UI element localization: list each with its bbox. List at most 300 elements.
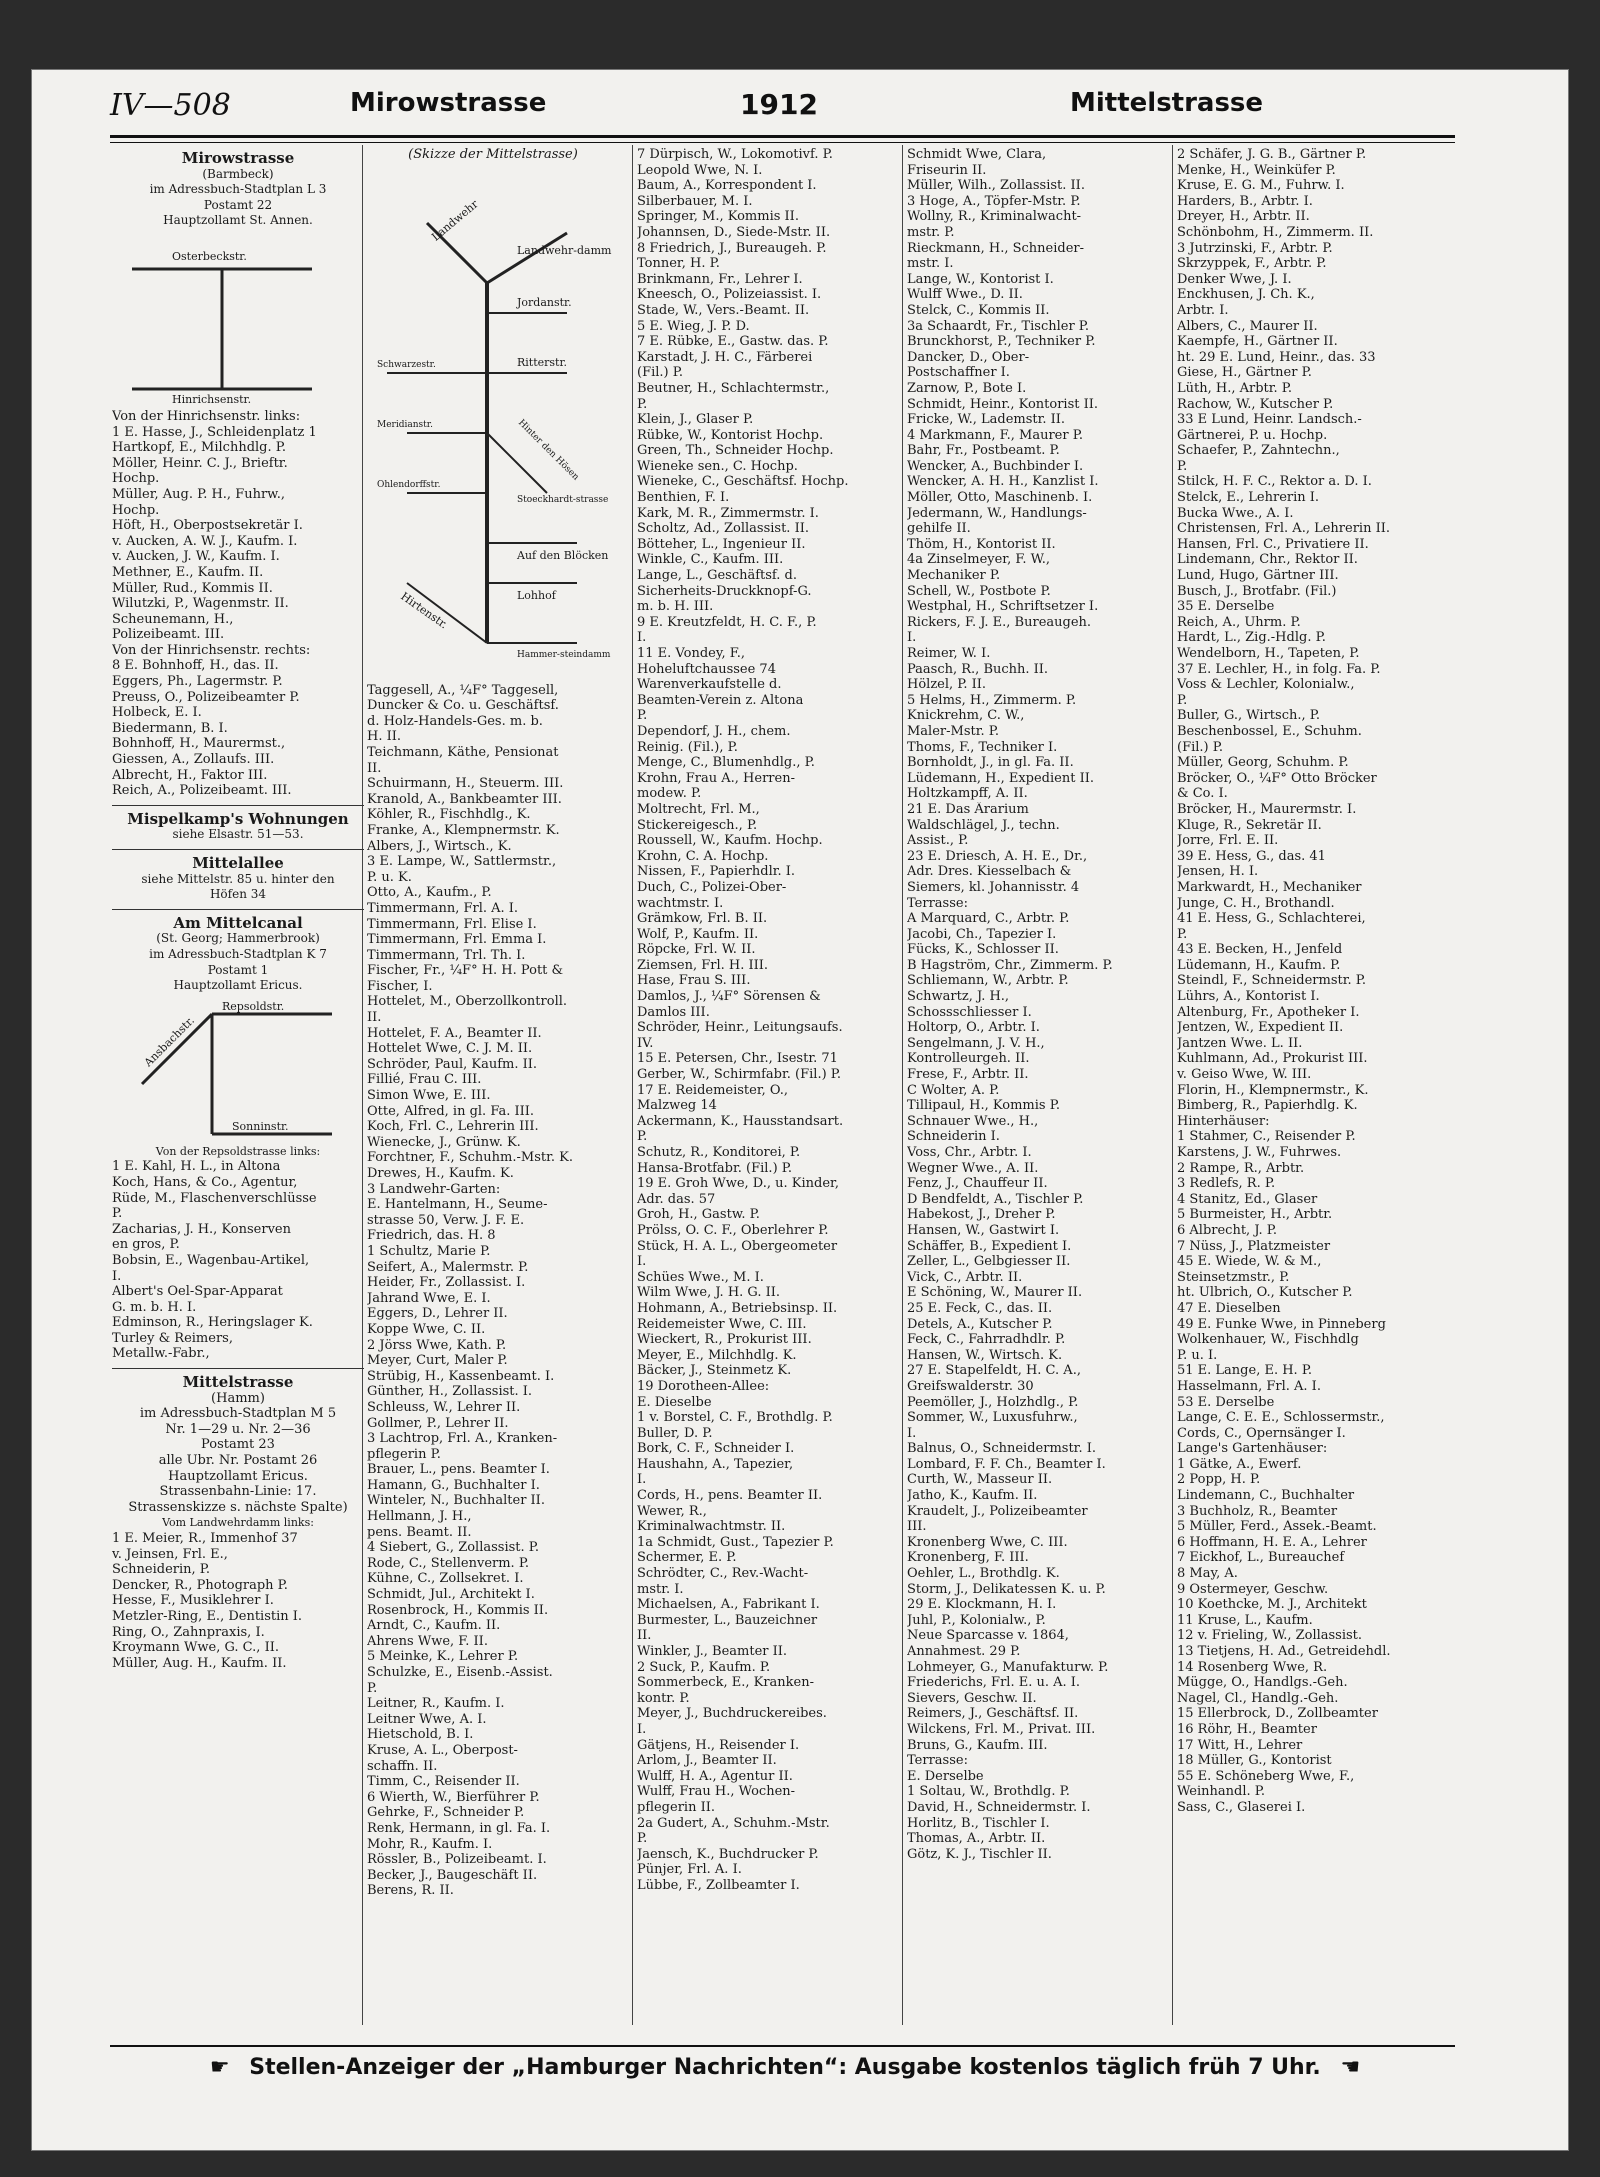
directory-entry: P. bbox=[1177, 926, 1188, 942]
directory-entry: Müller, Aug. P. H., Fuhrw., bbox=[112, 486, 286, 502]
directory-entry: Timmermann, Frl. Elise I. bbox=[367, 916, 537, 932]
directory-entry: Hesse, F., Musiklehrer I. bbox=[112, 1593, 274, 1609]
directory-entry: Eggers, D., Lehrer II. bbox=[367, 1306, 508, 1322]
directory-entry: Oehler, L., Brothdlg. K. bbox=[907, 1566, 1060, 1582]
directory-entry: mstr. P. bbox=[907, 224, 955, 240]
pointing-hand-icon: ☚ bbox=[1340, 2055, 1361, 2080]
directory-entry: 21 E. Das Ärarium bbox=[907, 801, 1029, 817]
directory-entry: Kronenberg Wwe, C. III. bbox=[907, 1534, 1068, 1550]
directory-entry: Hottelet, F. A., Beamter II. bbox=[367, 1025, 542, 1041]
directory-entry: Nissen, F., Papierhdlr. I. bbox=[637, 864, 796, 880]
directory-entry: P. u. K. bbox=[367, 869, 412, 885]
column-4 bbox=[907, 147, 1159, 2027]
directory-entry: 51 E. Lange, E. H. P. bbox=[1177, 1363, 1313, 1379]
directory-entry: mstr. I. bbox=[907, 256, 954, 272]
directory-entry: Gollmer, P., Lehrer II. bbox=[367, 1415, 509, 1431]
directory-entry: Nagel, Cl., Handlg.-Geh. bbox=[1177, 1690, 1339, 1706]
directory-entry: 4 Siebert, G., Zollassist. P. bbox=[367, 1540, 540, 1556]
directory-entry: 53 E. Derselbe bbox=[1177, 1394, 1275, 1410]
directory-entry: (Fil.) P. bbox=[637, 365, 683, 381]
directory-entry: Scheunemann, H., bbox=[112, 611, 234, 627]
directory-entry: Rickers, F. J. E., Bureaugeh. bbox=[907, 614, 1092, 630]
entry-list bbox=[1177, 147, 1457, 1816]
directory-entry: Fücks, K., Schlosser II. bbox=[907, 942, 1059, 958]
directory-entry: 29 E. Klockmann, H. I. bbox=[907, 1597, 1057, 1613]
directory-entry: Wollny, R., Kriminalwacht- bbox=[907, 209, 1082, 225]
directory-entry: Klein, J., Glaser P. bbox=[637, 412, 754, 428]
street-label: Landwehr bbox=[429, 197, 481, 244]
directory-entry: Timmermann, Frl. Emma I. bbox=[367, 932, 547, 948]
street-info: (St. Georg; Hammerbrook) bbox=[156, 931, 320, 946]
directory-entry: Ziemsen, Frl. H. III. bbox=[637, 957, 769, 973]
directory-entry: Jaensch, K., Buchdrucker P. bbox=[637, 1846, 819, 1862]
street-sketch bbox=[367, 163, 619, 683]
directory-entry: Rübke, W., Kontorist Hochp. bbox=[637, 427, 824, 443]
directory-entry: Hölzel, P. II. bbox=[907, 677, 987, 693]
directory-entry: I. bbox=[907, 1425, 917, 1441]
directory-entry: 2 Popp, H. P. bbox=[1177, 1472, 1261, 1488]
directory-entry: Forchtner, F., Schuhm.-Mstr. K. bbox=[367, 1150, 573, 1166]
directory-entry: Giese, H., Gärtner P. bbox=[1177, 365, 1312, 381]
directory-entry: Weinhandl. P. bbox=[1177, 1784, 1266, 1800]
directory-entry: Balnus, O., Schneidermstr. I. bbox=[907, 1441, 1096, 1457]
directory-entry: Neue Sparcasse v. 1864, bbox=[907, 1628, 1069, 1644]
directory-entry: Paasch, R., Buchh. II. bbox=[907, 661, 1049, 677]
directory-entry: Franke, A., Klempnermstr. K. bbox=[367, 822, 560, 838]
directory-entry: 2 Schäfer, J. G. B., Gärtner P. bbox=[1177, 147, 1367, 162]
directory-entry: Lübbe, F., Zollbeamter I. bbox=[637, 1877, 800, 1893]
directory-entry: Thoms, F., Techniker I. bbox=[907, 739, 1058, 755]
street-label: Auf den Blöcken bbox=[517, 548, 609, 562]
directory-entry: 2 Jörss Wwe, Kath. P. bbox=[367, 1337, 507, 1353]
directory-entry: Wolkenhauer, W., Fischhdlg bbox=[1177, 1332, 1359, 1348]
directory-entry: Müller, Rud., Kommis II. bbox=[112, 580, 273, 596]
directory-entry: Tonner, H. P. bbox=[637, 256, 720, 272]
directory-entry: P. bbox=[1177, 692, 1188, 708]
year: 1912 bbox=[740, 88, 818, 121]
directory-entry: Strübig, H., Kassenbeamt. I. bbox=[367, 1368, 555, 1384]
directory-entry: E Schöning, W., Maurer II. bbox=[907, 1285, 1083, 1301]
directory-entry: Dancker, D., Ober- bbox=[907, 349, 1030, 365]
directory-entry: Eggers, Ph., Lagermstr. P. bbox=[112, 674, 283, 690]
directory-entry: Müller, Georg, Schuhm. P. bbox=[1177, 755, 1349, 771]
directory-entry: Altenburg, Fr., Apotheker I. bbox=[1177, 1004, 1360, 1020]
directory-entry: 10 Koethcke, M. J., Architekt bbox=[1177, 1597, 1367, 1613]
directory-entry: Gärtnerei, P. u. Hochp. bbox=[1177, 427, 1328, 443]
directory-entry: Kontrolleurgeh. II. bbox=[907, 1051, 1030, 1067]
directory-entry: Kluge, R., Sekretär II. bbox=[1177, 817, 1322, 833]
directory-entry: Wilutzki, P., Wagenmstr. II. bbox=[112, 596, 289, 612]
directory-entry: Hohmann, A., Betriebsinsp. II. bbox=[637, 1300, 838, 1316]
directory-entry: Kneesch, O., Polizeiassist. I. bbox=[637, 287, 822, 303]
directory-entry: I. bbox=[637, 1254, 647, 1270]
directory-entry: Peemöller, J., Holzhdlg., P. bbox=[907, 1394, 1079, 1410]
directory-entry: Wencker, A., Buchbinder I. bbox=[907, 458, 1084, 474]
directory-entry: 7 E. Rübke, E., Gastw. das. P. bbox=[637, 334, 829, 350]
directory-entry: E. Derselbe bbox=[907, 1768, 984, 1784]
directory-entry: E. Hantelmann, H., Seume- bbox=[367, 1197, 548, 1213]
directory-entry: Springer, M., Kommis II. bbox=[637, 209, 799, 225]
directory-entry: Wienecke, J., Grünw. K. bbox=[367, 1134, 521, 1150]
directory-entry: Holbeck, E. I. bbox=[112, 705, 202, 721]
directory-entry: Lohmeyer, G., Manufakturw. P. bbox=[907, 1659, 1109, 1675]
directory-entry: Gätjens, H., Reisender I. bbox=[637, 1737, 800, 1753]
directory-entry: Schröder, Heinr., Leitungsaufs. bbox=[637, 1020, 843, 1036]
directory-entry: Jacobi, Ch., Tapezier I. bbox=[907, 926, 1057, 942]
directory-entry: Stelck, E., Lehrerin I. bbox=[1177, 490, 1320, 506]
directory-entry: Leopold Wwe, N. I. bbox=[637, 162, 763, 178]
directory-entry: 15 Ellerbrock, D., Zollbeamter bbox=[1177, 1706, 1378, 1722]
directory-entry: Fillié, Frau C. III. bbox=[367, 1072, 482, 1088]
directory-entry: Leitner, R., Kaufm. I. bbox=[367, 1696, 505, 1712]
directory-entry: Schleuss, W., Lehrer II. bbox=[367, 1399, 521, 1415]
directory-entry: im Adressbuch-Stadtplan M 5 bbox=[139, 1406, 337, 1422]
directory-entry: Assist., P. bbox=[907, 833, 969, 849]
directory-entry: Mechaniker P. bbox=[907, 568, 1001, 584]
directory-entry: Harders, B., Arbtr. I. bbox=[1177, 193, 1313, 209]
entry-list bbox=[112, 1531, 364, 1671]
section-rule bbox=[112, 805, 364, 806]
directory-entry: 4 Stanitz, Ed., Glaser bbox=[1177, 1191, 1318, 1207]
directory-entry: Giessen, A., Zollaufs. III. bbox=[112, 752, 275, 768]
directory-entry: Menge, C., Blumenhdlg., P. bbox=[637, 755, 815, 771]
directory-entry: pflegerin P. bbox=[367, 1446, 441, 1462]
directory-entry: Wendelborn, H., Tapeten, P. bbox=[1177, 646, 1360, 661]
directory-entry: Frese, F., Arbtr. II. bbox=[907, 1067, 1029, 1083]
directory-entry: Schmidt Wwe, Clara, bbox=[907, 147, 1047, 162]
directory-entry: 33 E Lund, Heinr. Landsch.- bbox=[1177, 412, 1362, 428]
directory-entry: Stück, H. A. L., Obergeometer bbox=[637, 1238, 838, 1254]
directory-entry: Friseurin II. bbox=[907, 162, 987, 178]
directory-entry: en gros, P. bbox=[112, 1237, 180, 1253]
directory-entry: 45 E. Wiede, W. & M., bbox=[1177, 1254, 1322, 1270]
directory-entry: Beschenbossel, E., Schuhm. bbox=[1177, 723, 1362, 739]
directory-entry: Seifert, A., Malermstr. P. bbox=[367, 1259, 529, 1275]
directory-entry: Lindemann, Chr., Rektor II. bbox=[1177, 552, 1358, 568]
directory-entry: pflegerin II. bbox=[637, 1799, 715, 1815]
street-label: Hammer-steindamm bbox=[517, 649, 611, 660]
directory-entry: Schäffer, B., Expedient I. bbox=[907, 1238, 1072, 1254]
street-label: Repsoldstr. bbox=[222, 999, 285, 1013]
directory-entry: 19 E. Groh Wwe, D., u. Kinder, bbox=[637, 1176, 839, 1192]
directory-entry: Edminson, R., Heringslager K. bbox=[112, 1315, 313, 1331]
directory-entry: v. Geiso Wwe, W. III. bbox=[1177, 1067, 1312, 1083]
directory-entry: Rosenbrock, H., Kommis II. bbox=[367, 1602, 549, 1618]
directory-entry: Gehrke, F., Schneider P. bbox=[367, 1805, 525, 1821]
directory-entry: Schermer, E. P. bbox=[637, 1550, 737, 1566]
directory-entry: Kroymann Wwe, G. C., II. bbox=[112, 1640, 279, 1656]
directory-entry: Drewes, H., Kaufm. K. bbox=[367, 1166, 514, 1181]
directory-entry: Fischer, I. bbox=[367, 978, 433, 994]
footer-rule bbox=[110, 2045, 1455, 2047]
directory-entry: 3 Landwehr-Garten: bbox=[367, 1181, 501, 1197]
directory-entry: IV. bbox=[637, 1035, 654, 1051]
header-rule bbox=[110, 135, 1455, 138]
directory-entry: Maler-Mstr. P. bbox=[907, 723, 1000, 739]
directory-entry: Holtzkampff, A. II. bbox=[907, 786, 1028, 802]
directory-entry: 1 E. Hasse, J., Schleidenplatz 1 bbox=[112, 424, 317, 440]
directory-entry: Fenz, J., Chauffeur II. bbox=[907, 1176, 1048, 1192]
directory-entry: Müller, Aug. H., Kaufm. II. bbox=[112, 1655, 287, 1671]
section-rule bbox=[112, 849, 364, 850]
directory-entry: 5 Burmeister, H., Arbtr. bbox=[1177, 1207, 1333, 1223]
directory-entry: Pünjer, Frl. A. I. bbox=[637, 1862, 742, 1878]
directory-entry: Schutz, R., Konditorei, P. bbox=[637, 1145, 801, 1160]
directory-entry: Schneiderin, P. bbox=[112, 1562, 211, 1578]
directory-entry: pens. Beamt. II. bbox=[367, 1524, 472, 1540]
directory-entry: Hochp. bbox=[112, 471, 160, 487]
directory-entry: Greifswalderstr. 30 bbox=[907, 1378, 1034, 1394]
street-info: Postamt 22 bbox=[203, 197, 273, 212]
directory-entry: 18 Müller, G., Kontorist bbox=[1177, 1753, 1332, 1769]
directory-entry: Müller, Wilh., Zollassist. II. bbox=[907, 178, 1085, 194]
page-header bbox=[110, 88, 1460, 128]
directory-entry: v. Aucken, J. W., Kaufm. I. bbox=[112, 549, 280, 565]
directory-entry: Kark, M. R., Zimmermstr. I. bbox=[637, 505, 819, 521]
directory-entry: Hinterhäuser: bbox=[1177, 1113, 1270, 1129]
directory-entry: Wieneke, C., Geschäftsf. Hochp. bbox=[637, 474, 849, 490]
directory-entry: Roussell, W., Kaufm. Hochp. bbox=[637, 833, 823, 849]
column-1 bbox=[112, 147, 364, 2027]
directory-entry: 2 Rampe, R., Arbtr. bbox=[1177, 1160, 1305, 1176]
directory-entry: alle Übr. Nr. Postamt 26 bbox=[158, 1453, 318, 1469]
directory-entry: Grämkow, Frl. B. II. bbox=[637, 911, 768, 927]
directory-entry: Möller, Heinr. C. J., Brieftr. bbox=[112, 455, 288, 471]
directory-entry: Reidemeister Wwe, C. III. bbox=[637, 1316, 807, 1332]
directory-entry: Biedermann, B. I. bbox=[112, 720, 228, 736]
directory-entry: E. Dieselbe bbox=[637, 1394, 712, 1410]
directory-entry: C Wolter, A. P. bbox=[907, 1082, 1000, 1098]
directory-entry: 1 Soltau, W., Brothdlg. P. bbox=[907, 1784, 1070, 1800]
directory-entry: Timm, C., Reisender II. bbox=[367, 1774, 520, 1790]
directory-entry: Lange's Gartenhäuser: bbox=[1177, 1441, 1328, 1457]
street-label: Hirtenstr. bbox=[398, 589, 451, 631]
directory-entry: Zacharias, J. H., Konserven bbox=[112, 1221, 291, 1237]
directory-entry: Rieckmann, H., Schneider- bbox=[907, 240, 1085, 256]
directory-entry: Juhl, P., Kolonialw., P. bbox=[907, 1612, 1046, 1628]
directory-entry: Habekost, J., Dreher P. bbox=[907, 1207, 1056, 1223]
directory-entry: 5 E. Wieg, J. P. D. bbox=[637, 318, 750, 334]
directory-entry: Taggesell, A., ¼F° Taggesell, bbox=[367, 682, 559, 698]
directory-entry: Green, Th., Schneider Hochp. bbox=[637, 443, 834, 459]
street-title: Mispelkamp's Wohnungen bbox=[127, 809, 349, 828]
directory-entry: Terrasse: bbox=[907, 1753, 968, 1769]
directory-entry: 6 Wierth, W., Bierführer P. bbox=[367, 1789, 540, 1805]
directory-entry: Rüde, M., Flaschenverschlüsse bbox=[112, 1190, 317, 1206]
directory-entry: Benthien, F. I. bbox=[637, 490, 730, 506]
directory-entry: Terrasse: bbox=[907, 895, 968, 911]
directory-entry: Lüdemann, H., Kaufm. P. bbox=[1177, 957, 1341, 973]
section-heading: Von der Hinrichsenstr. rechts: bbox=[112, 642, 311, 658]
directory-entry: Florin, H., Klempnermstr., K. bbox=[1177, 1082, 1369, 1098]
directory-entry: 3a Schaardt, Fr., Tischler P. bbox=[907, 318, 1090, 334]
street-label: Meridianstr. bbox=[377, 419, 433, 430]
directory-entry: Steinsetzmstr., P. bbox=[1177, 1269, 1290, 1285]
directory-entry: Arndt, C., Kaufm. II. bbox=[367, 1618, 501, 1634]
directory-entry: Möller, Otto, Maschinenb. I. bbox=[907, 490, 1093, 506]
directory-entry: 1 Stahmer, C., Reisender P. bbox=[1177, 1129, 1356, 1145]
street-label: Jordanstr. bbox=[517, 295, 572, 309]
directory-entry: Schuirmann, H., Steuerm. III. bbox=[367, 776, 564, 792]
directory-entry: Burmester, L., Bauzeichner bbox=[637, 1612, 818, 1628]
directory-entry: d. Holz-Handels-Ges. m. b. bbox=[367, 713, 543, 729]
directory-entry: Markwardt, H., Mechaniker bbox=[1177, 879, 1362, 895]
directory-entry: Reich, A., Uhrm. P. bbox=[1177, 614, 1301, 630]
street-info: im Adressbuch-Stadtplan L 3 bbox=[149, 182, 327, 197]
directory-entry: Kruse, A. L., Oberpost- bbox=[367, 1742, 518, 1758]
directory-entry: Brunckhorst, P., Techniker P. bbox=[907, 334, 1096, 350]
directory-entry: Horlitz, B., Tischler I. bbox=[907, 1815, 1050, 1831]
street-info-list bbox=[112, 1391, 364, 1516]
directory-entry: Jatho, K., Kaufm. II. bbox=[907, 1488, 1038, 1504]
street-info: siehe Elsastr. 51—53. bbox=[172, 827, 304, 842]
directory-entry: Jorre, Frl. E. II. bbox=[1177, 833, 1279, 849]
directory-entry: Rachow, W., Kutscher P. bbox=[1177, 396, 1334, 412]
directory-entry: Leitner Wwe, A. I. bbox=[367, 1711, 487, 1727]
directory-entry: 7 Dürpisch, W., Lokomotivf. P. bbox=[637, 147, 833, 162]
directory-entry: Schönbohm, H., Zimmerm. II. bbox=[1177, 224, 1374, 240]
column-divider bbox=[632, 145, 633, 2025]
directory-entry: Haushahn, A., Tapezier, bbox=[637, 1456, 794, 1472]
directory-entry: D Bendfeldt, A., Tischler P. bbox=[907, 1191, 1084, 1207]
directory-entry: Bobsin, E., Wagenbau-Artikel, bbox=[112, 1252, 310, 1268]
street-title: Mittelstrasse bbox=[182, 1373, 294, 1392]
directory-entry: 3 Redlefs, R. P. bbox=[1177, 1176, 1276, 1192]
directory-entry: Bröcker, H., Maurermstr. I. bbox=[1177, 801, 1357, 817]
directory-entry: Adr. Dres. Kiesselbach & bbox=[907, 864, 1072, 880]
directory-entry: Schnauer Wwe., H., bbox=[907, 1113, 1039, 1129]
directory-entry: Schossschliesser I. bbox=[907, 1004, 1032, 1020]
sketch-title: (Skizze der Mittelstrasse) bbox=[408, 147, 578, 162]
directory-entry: Thöm, H., Kontorist II. bbox=[907, 536, 1056, 552]
directory-entry: 12 v. Frieling, W., Zollassist. bbox=[1177, 1628, 1363, 1644]
directory-entry: Timmermann, Trl. Th. I. bbox=[367, 947, 526, 963]
directory-entry: 1 E. Meier, R., Immenhof 37 bbox=[112, 1531, 298, 1546]
street-info: Höfen 34 bbox=[209, 887, 267, 902]
directory-entry: Otto, A., Kaufm., P. bbox=[367, 885, 492, 901]
directory-entry: Hietschold, B. I. bbox=[367, 1727, 474, 1743]
directory-entry: Wolf, P., Kaufm. II. bbox=[637, 926, 759, 942]
street-label: Landwehr-damm bbox=[517, 243, 612, 257]
street-label: Sonninstr. bbox=[232, 1119, 289, 1133]
directory-entry: Timmermann, Frl. A. I. bbox=[367, 900, 519, 916]
directory-entry: Wulff, Frau H., Wochen- bbox=[637, 1784, 796, 1800]
footer-text: Stellen-Anzeiger der „Hamburger Nachrichten“: Ausgabe kostenlos täglich früh 7 Uhr. bbox=[249, 2055, 1321, 2080]
directory-entry: II. bbox=[637, 1628, 652, 1644]
directory-entry: Stickereigesch., P. bbox=[637, 817, 758, 833]
directory-entry: Friederichs, Frl. E. u. A. I. bbox=[907, 1675, 1081, 1691]
directory-entry: Kaempfe, H., Gärtner II. bbox=[1177, 334, 1338, 350]
directory-entry: 23 E. Driesch, A. H. E., Dr., bbox=[907, 848, 1088, 864]
directory-entry: Feck, C., Fahrradhdlr. P. bbox=[907, 1332, 1066, 1348]
directory-entry: Preuss, O., Polizeibeamter P. bbox=[112, 689, 300, 705]
directory-entry: Curth, W., Masseur II. bbox=[907, 1472, 1053, 1488]
directory-entry: 41 E. Hess, G., Schlachterei, bbox=[1177, 911, 1366, 927]
directory-entry: Bornholdt, J., in gl. Fa. II. bbox=[907, 755, 1074, 771]
directory-entry: 9 E. Kreutzfeldt, H. C. F., P. bbox=[637, 614, 817, 630]
directory-entry: H. II. bbox=[367, 729, 402, 745]
directory-entry: Röpcke, Frl. W. II. bbox=[637, 942, 756, 958]
directory-entry: Beamten-Verein z. Altona bbox=[637, 692, 804, 708]
directory-entry: Winteler, N., Buchhalter II. bbox=[367, 1493, 545, 1509]
directory-entry: Wieneke sen., C. Hochp. bbox=[637, 458, 798, 474]
directory-entry: Ahrens Wwe, F. II. bbox=[367, 1633, 488, 1649]
directory-entry: Junge, C. H., Brothandl. bbox=[1177, 895, 1335, 911]
directory-entry: Schwartz, J. H., bbox=[907, 989, 1010, 1005]
section-heading: Von der Hinrichsenstr. links: bbox=[112, 408, 301, 424]
directory-entry: Beutner, H., Schlachtermstr., bbox=[637, 380, 830, 396]
directory-entry: Hase, Frau S. III. bbox=[637, 973, 751, 989]
directory-entry: Wegner Wwe., A. II. bbox=[907, 1160, 1039, 1176]
directory-entry: Bötteher, L., Ingenieur II. bbox=[637, 536, 806, 552]
directory-entry: Lange, W., Kontorist I. bbox=[907, 271, 1054, 287]
street-info: (Barmbeck) bbox=[202, 166, 274, 181]
directory-entry: Heider, Fr., Zollassist. I. bbox=[367, 1275, 526, 1291]
directory-entry: Nr. 1—29 u. Nr. 2—36 bbox=[165, 1421, 311, 1437]
directory-entry: Götz, K. J., Tischler II. bbox=[907, 1846, 1052, 1862]
directory-entry: P. bbox=[637, 708, 648, 724]
directory-entry: Metallw.-Fabr., bbox=[112, 1346, 210, 1362]
directory-entry: Cords, H., pens. Beamter II. bbox=[637, 1488, 823, 1504]
pointing-hand-icon: ☛ bbox=[209, 2055, 230, 2080]
directory-entry: Wulff, H. A., Agentur II. bbox=[637, 1768, 793, 1784]
directory-entry: David, H., Schneidermstr. I. bbox=[907, 1799, 1091, 1815]
directory-entry: Stilck, H. F. C., Rektor a. D. I. bbox=[1177, 474, 1372, 490]
directory-entry: Prölss, O. C. F., Oberlehrer P. bbox=[637, 1222, 829, 1238]
street-label: Hinrichsenstr. bbox=[172, 392, 252, 406]
directory-entry: Baum, A., Korrespondent I. bbox=[637, 178, 817, 194]
directory-entry: Hochp. bbox=[112, 502, 160, 518]
street-info: Hauptzollamt Ericus. bbox=[173, 978, 303, 993]
directory-entry: Methner, E., Kaufm. II. bbox=[112, 564, 264, 580]
directory-entry: Annahmest. 29 P. bbox=[907, 1644, 1021, 1659]
directory-entry: Rode, C., Stellenverm. P. bbox=[367, 1555, 530, 1571]
column-divider bbox=[902, 145, 903, 2025]
directory-entry: Brauer, L., pens. Beamter I. bbox=[367, 1462, 550, 1478]
directory-entry: Wilckens, Frl. M., Privat. III. bbox=[907, 1721, 1096, 1737]
directory-entry: Menke, H., Weinküfer P. bbox=[1177, 162, 1336, 178]
column-5 bbox=[1177, 147, 1457, 2027]
directory-entry: Albers, C., Maurer II. bbox=[1177, 318, 1318, 334]
directory-entry: 35 E. Derselbe bbox=[1177, 599, 1275, 615]
directory-entry: Moltrecht, Frl. M., bbox=[637, 801, 760, 817]
directory-entry: gehilfe II. bbox=[907, 521, 971, 537]
directory-entry: Strassenbahn-Linie: 17. bbox=[159, 1484, 317, 1500]
directory-entry: & Co. I. bbox=[1177, 786, 1228, 802]
directory-entry: Lange, L., Geschäftsf. d. bbox=[637, 568, 797, 584]
header-rule-thin bbox=[110, 142, 1455, 143]
entry-list bbox=[112, 658, 364, 798]
directory-entry: kontr. P. bbox=[637, 1690, 690, 1706]
directory-entry: Albert's Oel-Spar-Apparat bbox=[112, 1284, 283, 1300]
column-2 bbox=[367, 147, 619, 2027]
directory-entry: Schaefer, P., Zahntechn., bbox=[1177, 443, 1340, 459]
directory-entry: 17 E. Reidemeister, O., bbox=[637, 1082, 789, 1098]
directory-entry: (Hamm) bbox=[211, 1390, 265, 1406]
directory-entry: P. bbox=[1177, 458, 1188, 474]
directory-entry: Wieckert, R., Prokurist III. bbox=[637, 1332, 812, 1348]
directory-entry: 2a Gudert, A., Schuhm.-Mstr. bbox=[637, 1815, 830, 1831]
column-3 bbox=[637, 147, 889, 2027]
directory-entry: Schmidt, Heinr., Kontorist II. bbox=[907, 396, 1099, 412]
directory-entry: Bahr, Fr., Postbeamt. P. bbox=[907, 443, 1060, 459]
directory-entry: Meyer, Curt, Maler P. bbox=[367, 1353, 508, 1369]
directory-entry: Hansen, W., Wirtsch. K. bbox=[907, 1347, 1063, 1363]
directory-entry: 6 Hoffmann, H. E. A., Lehrer bbox=[1177, 1534, 1367, 1550]
directory-entry: ht. Ulbrich, O., Kutscher P. bbox=[1177, 1285, 1353, 1301]
directory-entry: 3 Jutrzinski, F., Arbtr. P. bbox=[1177, 240, 1333, 256]
directory-entry: v. Aucken, A. W. J., Kaufm. I. bbox=[112, 533, 298, 549]
